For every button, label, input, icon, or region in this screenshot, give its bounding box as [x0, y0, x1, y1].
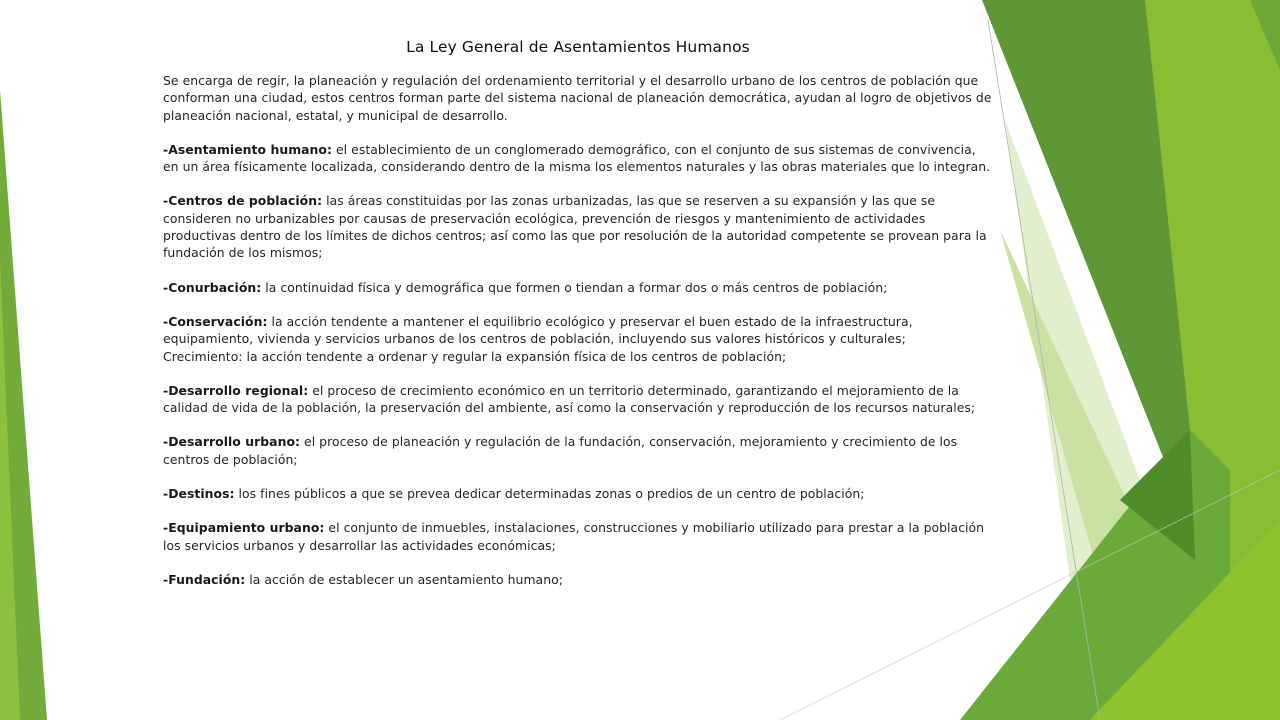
- definition-destinos: [163, 485, 993, 502]
- definition-conurbacion: [163, 279, 993, 296]
- definition-text: la acción de establecer un asentamiento humano;: [245, 571, 563, 587]
- definition-term: -Asentamiento humano:: [163, 141, 333, 157]
- definition-equipamiento: [163, 519, 993, 554]
- definition-term: -Desarrollo urbano:: [163, 434, 301, 450]
- definition-desarrollo-urbano: [163, 433, 993, 468]
- definition-term: -Centros de población:: [163, 193, 323, 209]
- intro-paragraph: Se encarga de regir, la planeación y regulación del ordenamiento territorial y el desarrollo urbano de los centros de población que conforman una ciudad, estos centros forman parte del sistema nacional de planeación democrática, ayudan al logro de objetivos de planeación nacional, estatal, y municipal de desarrollo.: [163, 73, 992, 123]
- definition-text: los fines públicos a que se prevea dedicar determinadas zonas o predios de un centro de población;: [234, 486, 865, 502]
- page-title: La Ley General de Asentamientos Humanos: [406, 38, 750, 56]
- definition-text: las áreas constituidas por las zonas urbanizadas, las que se reserven a su expansión y las que se consideren no urbanizables por causas de preservación ecológica, prevención de riesgos y mantenimiento de actividades productivas dentro de los límites de dichos centros; así como las que por resolución de la autoridad competente se provean para la fundación de los mismos;: [163, 193, 987, 261]
- definition-fundacion: [163, 571, 993, 588]
- definition-text: el conjunto de inmuebles, instalaciones, construcciones y mobiliario utilizado para prestar a la población los servicios urbanos y desarrollar las actividades económicas;: [163, 520, 985, 553]
- definition-centros: [163, 192, 993, 261]
- definition-text: Crecimiento: la acción tendente a ordenar y regular la expansión física de los centros de población;: [163, 348, 787, 364]
- definition-term: -Desarrollo regional:: [163, 382, 309, 398]
- definition-term: -Conservación:: [163, 313, 268, 329]
- definition-term: -Conurbación:: [163, 279, 262, 295]
- definition-crecimiento: [163, 348, 993, 365]
- document-body: [163, 38, 993, 605]
- definition-desarrollo-regional: [163, 382, 993, 417]
- definition-conservacion: [163, 313, 993, 348]
- definition-term: -Fundación:: [163, 571, 246, 587]
- definition-text: el proceso de planeación y regulación de la fundación, conservación, mejoramiento y crecimiento de los centros de población;: [163, 434, 958, 467]
- definition-text: el proceso de crecimiento económico en un territorio determinado, garantizando el mejoramiento de la calidad de vida de la población, la preservación del ambiente, así como la conservación y reproducción de los recursos naturales;: [163, 382, 976, 416]
- definition-text: el establecimiento de un conglomerado demográfico, con el conjunto de sus sistemas de convivencia, en un área físicamente localizada, considerando dentro de la misma los elementos naturales y las obras materiales que lo integran.: [163, 141, 991, 175]
- definition-asentamiento: [163, 141, 993, 176]
- definition-term: -Destinos:: [163, 486, 235, 502]
- definition-text: la acción tendente a mantener el equilibrio ecológico y preservar el buen estado de la infraestructura, equipamiento, vivienda y servicios urbanos de los centros de población, incluyendo sus valores históricos y culturales;: [163, 313, 913, 347]
- definition-text: la continuidad física y demográfica que formen o tiendan a formar dos o más centros de población;: [261, 279, 888, 295]
- definition-term: -Equipamiento urbano:: [163, 520, 325, 536]
